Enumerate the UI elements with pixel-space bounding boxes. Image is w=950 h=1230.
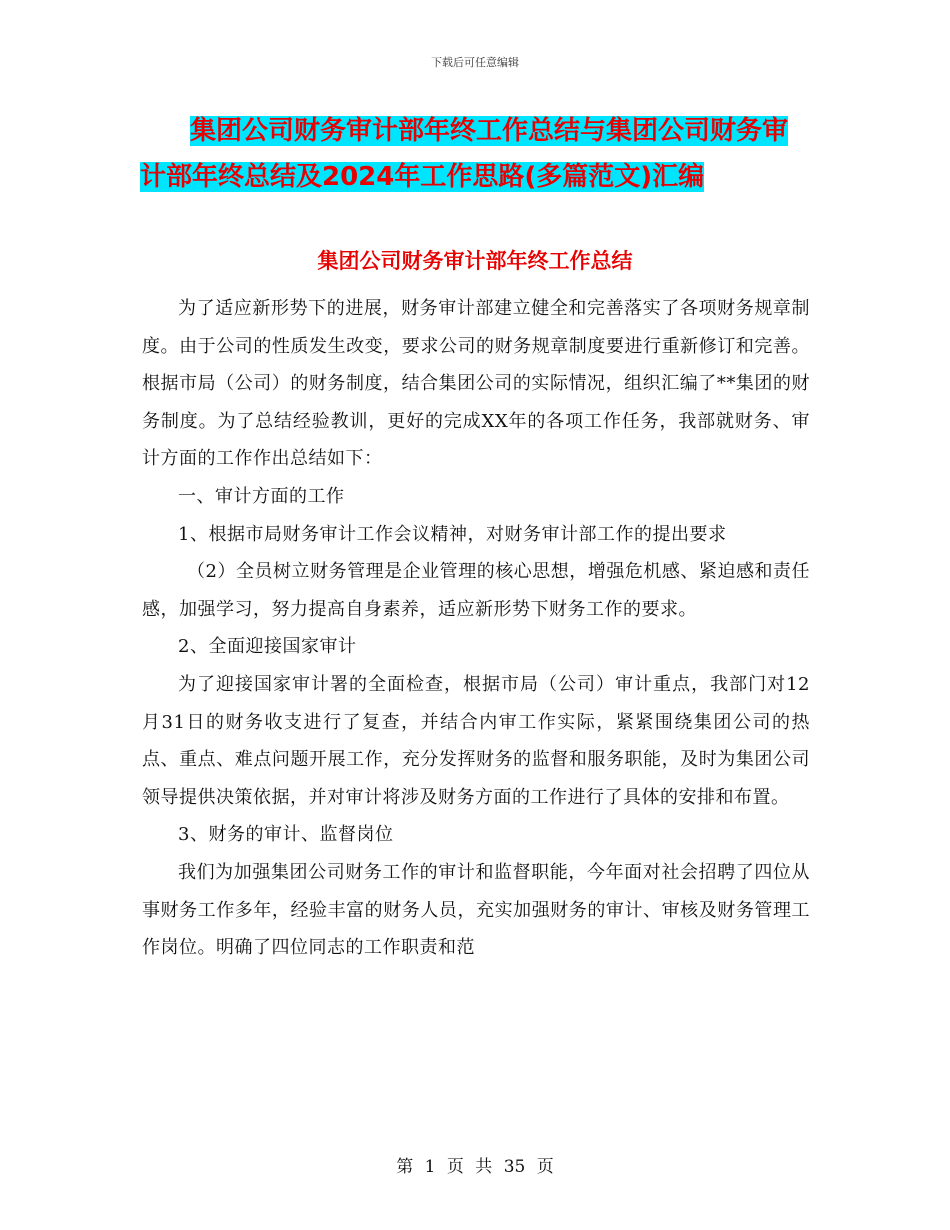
page-number: 第 1 页 共 35 页 — [396, 1157, 554, 1177]
paragraph-item-1-2: （2）全员树立财务管理是企业管理的核心思想，增强危机感、紧迫感和责任感，加强学习，努力提高自身素养，适应新形势下财务工作的要求。 — [142, 561, 810, 620]
section-title: 集团公司财务审计部年终工作总结 — [317, 249, 633, 273]
paragraph-heading-1: 一、审计方面的工作 — [178, 485, 345, 507]
body-text — [142, 290, 810, 967]
header-note: 下载后可任意编辑 — [431, 56, 519, 69]
paragraph-intro: 为了适应新形势下的进展，财务审计部建立健全和完善落实了各项财务规章制度。由于公司的性质发生改变，要求公司的财务规章制度要进行重新修订和完善。根据市局（公司）的财务制度，结合集团公司的实际情况，组织汇编了**集团的财务制度。为了总结经验教训，更好的完成XX年的各项工作任务，我部就财务、审计方面的工作作出总结如下： — [142, 298, 810, 470]
paragraph-item-2: 2、全面迎接国家审计 — [178, 636, 357, 658]
paragraph-item-2-body: 为了迎接国家审计署的全面检查，根据市局（公司）审计重点，我部门对12月31日的财务收支进行了复查，并结合内审工作实际，紧紧围绕集团公司的热点、重点、难点问题开展工作，充分发挥财务的监督和服务职能，及时为集团公司领导提供决策依据，并对审计将涉及财务方面的工作进行了具体的安排和布置。 — [142, 673, 810, 808]
title-line-1: 集团公司财务审计部年终工作总结与集团公司财务审 — [190, 116, 789, 146]
document-title — [140, 108, 830, 200]
paragraph-item-3: 3、财务的审计、监督岗位 — [178, 824, 394, 846]
paragraph-item-1: 1、根据市局财务审计工作会议精神，对财务审计部工作的提出要求 — [178, 523, 727, 545]
title-line-2: 计部年终总结及2024年工作思路(多篇范文)汇编 — [140, 162, 705, 192]
paragraph-item-3-body: 我们为加强集团公司财务工作的审计和监督职能，今年面对社会招聘了四位从事财务工作多年，经验丰富的财务人员，充实加强财务的审计、审核及财务管理工作岗位。明确了四位同志的工作职责和范 — [142, 861, 810, 959]
